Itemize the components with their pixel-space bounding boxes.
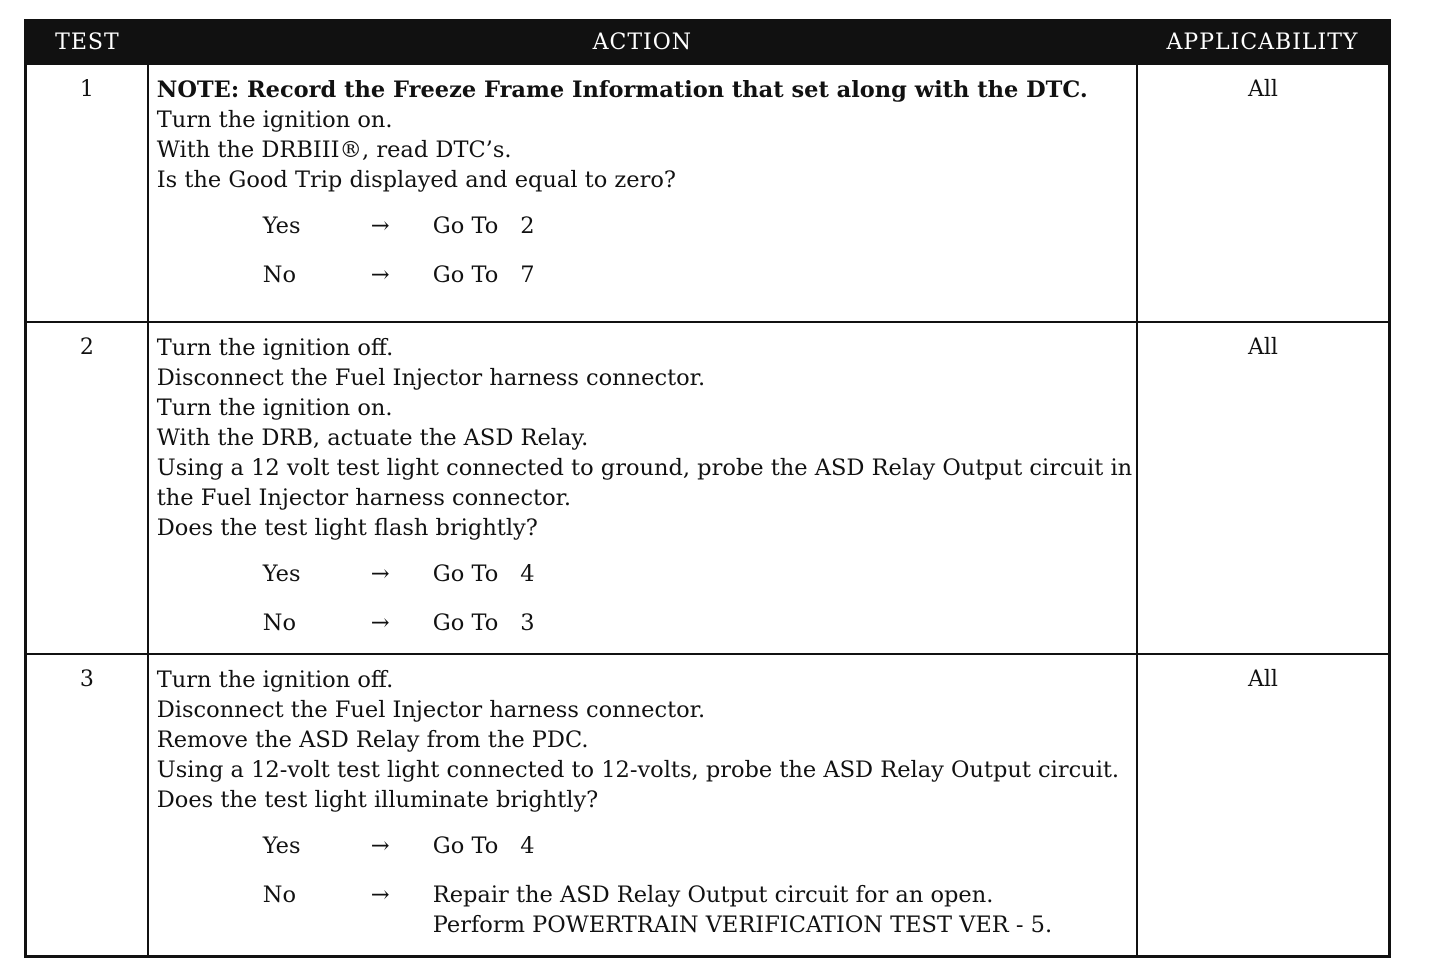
test-number: 2 (26, 322, 148, 654)
goto-target: 2 (520, 213, 535, 239)
header-applicability: APPLICABILITY (1137, 21, 1390, 65)
header-test: TEST (26, 21, 148, 65)
action-step: With the DRB, actuate the ASD Relay. (156, 425, 589, 451)
applicability-value: All (1137, 654, 1390, 957)
goto-label: Go To (432, 833, 499, 859)
answer-yes (263, 211, 1128, 241)
action-step: Turn the ignition on. (156, 107, 393, 133)
answer-label: Yes (262, 213, 301, 239)
goto-label: Go To (432, 610, 499, 636)
action-step: Disconnect the Fuel Injector harness connector. (156, 697, 706, 723)
action-step: Turn the ignition off. (156, 667, 394, 693)
action-step: Remove the ASD Relay from the PDC. (156, 727, 589, 753)
goto-target: 7 (520, 262, 535, 288)
action-step: Using a 12-volt test light connected to 12-volts, probe the ASD Relay Output circuit. (156, 757, 1120, 783)
goto-label: Go To (432, 262, 499, 288)
action-step: Turn the ignition on. (156, 395, 393, 421)
answer-no (263, 260, 1128, 290)
goto-instruction (433, 608, 1128, 638)
note-text: NOTE: Record the Freeze Frame Information that set along with the DTC. (156, 77, 1088, 103)
answer-label: No (262, 262, 296, 288)
action-step: Disconnect the Fuel Injector harness connector. (156, 365, 706, 391)
goto-target: 4 (520, 833, 535, 859)
goto-instruction (433, 831, 1128, 861)
arrow-icon: → (370, 833, 390, 859)
goto-label: Go To (432, 213, 499, 239)
goto-target: 4 (520, 561, 535, 587)
test-row-2 (26, 322, 1390, 654)
action-cell (148, 654, 1137, 957)
test-row-3 (26, 654, 1390, 957)
action-step: Does the test light illuminate brightly? (156, 787, 599, 813)
answer-no (263, 880, 1128, 940)
arrow-icon: → (370, 213, 390, 239)
answer-label: Yes (262, 561, 301, 587)
answer-list (157, 831, 1128, 940)
answer-result (433, 880, 1128, 940)
answer-yes (263, 831, 1128, 861)
answer-no (263, 608, 1128, 638)
action-cell (148, 64, 1137, 322)
arrow-icon: → (370, 561, 390, 587)
test-number: 1 (26, 64, 148, 322)
action-step: Turn the ignition off. (156, 335, 394, 361)
arrow-icon: → (370, 610, 390, 636)
action-step: the Fuel Injector harness connector. (156, 485, 572, 511)
answer-list (157, 211, 1128, 290)
applicability-value: All (1137, 64, 1390, 322)
goto-target: 3 (520, 610, 535, 636)
answer-label: No (262, 610, 296, 636)
goto-label: Go To (432, 561, 499, 587)
action-step: Is the Good Trip displayed and equal to zero? (156, 167, 676, 193)
arrow-icon: → (370, 882, 390, 908)
answer-yes (263, 559, 1128, 589)
verification-instruction: Perform POWERTRAIN VERIFICATION TEST VER - 5. (432, 912, 1053, 938)
goto-instruction (433, 211, 1128, 241)
answer-label: Yes (262, 833, 301, 859)
test-row-1 (26, 64, 1390, 322)
test-number: 3 (26, 654, 148, 957)
goto-instruction (433, 260, 1128, 290)
action-step: With the DRBIII®, read DTC’s. (156, 137, 512, 163)
applicability-value: All (1137, 322, 1390, 654)
action-cell (148, 322, 1137, 654)
action-step: Using a 12 volt test light connected to ground, probe the ASD Relay Output circuit in (156, 455, 1133, 481)
answer-list (157, 559, 1128, 638)
header-action: ACTION (148, 21, 1137, 65)
arrow-icon: → (370, 262, 390, 288)
answer-label: No (262, 882, 296, 908)
repair-instruction: Repair the ASD Relay Output circuit for an open. (432, 882, 994, 908)
goto-instruction (433, 559, 1128, 589)
table-header (26, 21, 1390, 65)
diagnostic-test-table (24, 19, 1391, 958)
header-row (26, 21, 1390, 65)
action-step: Does the test light flash brightly? (156, 515, 538, 541)
